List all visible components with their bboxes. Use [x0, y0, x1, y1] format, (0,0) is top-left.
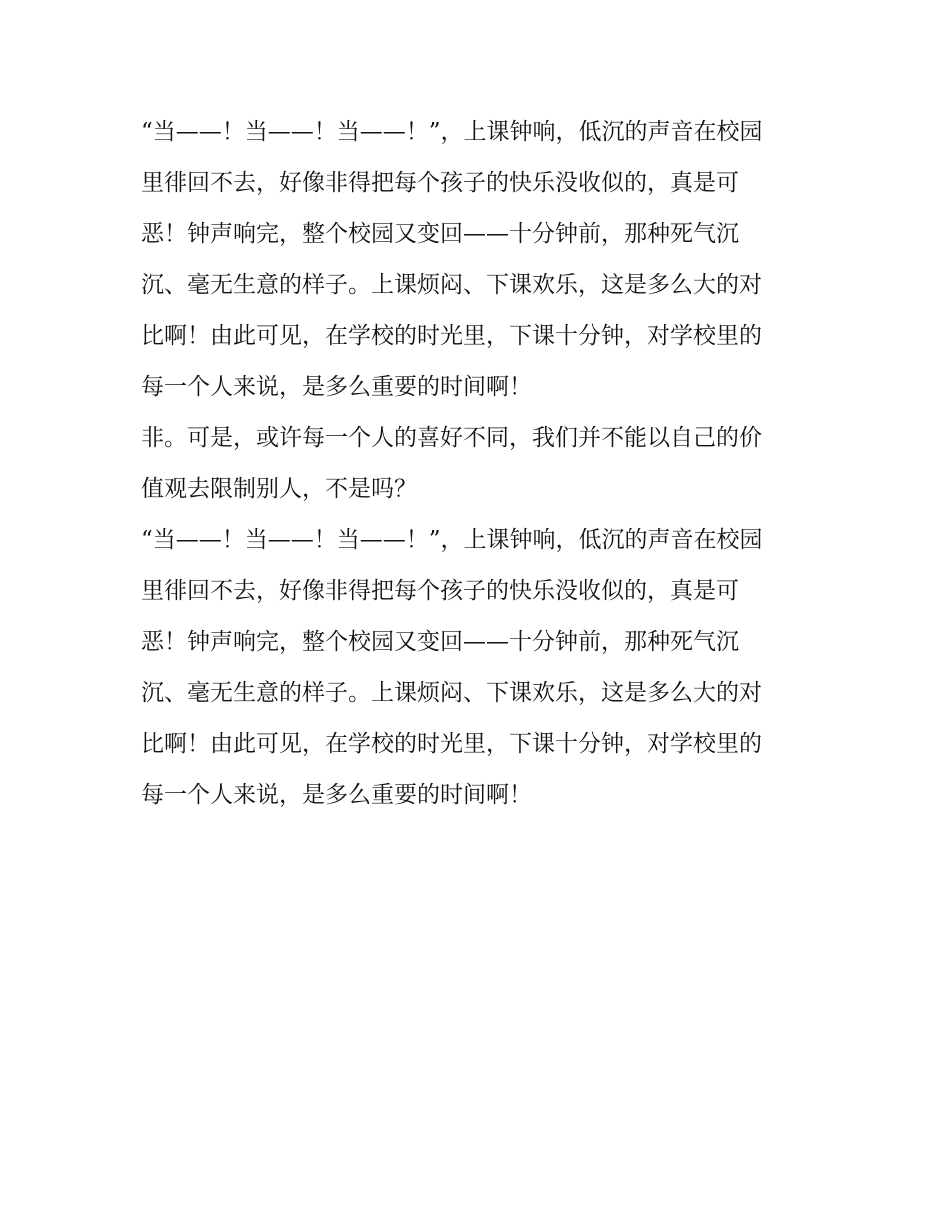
- text-line: 恶！钟声响完，整个校园又变回——十分钟前，那种死气沉: [141, 221, 739, 247]
- text-line: 非。可是，或许每一个人的喜好不同，我们并不能以自己的价: [141, 425, 762, 451]
- text-line: 每一个人来说，是多么重要的时间啊！: [141, 374, 532, 400]
- text-line: 比啊！由此可见，在学校的时光里，下课十分钟，对学校里的: [141, 731, 762, 757]
- text-line: 里徘回不去，好像非得把每个孩子的快乐没收似的，真是可: [141, 578, 739, 604]
- text-line: “当——！当——！当——！”，上课钟响，低沉的声音在校园: [141, 119, 763, 145]
- text-line: 每一个人来说，是多么重要的时间啊！: [141, 782, 532, 808]
- text-line: 值观去限制别人，不是吗？: [141, 476, 417, 502]
- text-line: 里徘回不去，好像非得把每个孩子的快乐没收似的，真是可: [141, 170, 739, 196]
- document-body: [141, 107, 821, 821]
- text-line: 恶！钟声响完，整个校园又变回——十分钟前，那种死气沉: [141, 629, 739, 655]
- text-line: 比啊！由此可见，在学校的时光里，下课十分钟，对学校里的: [141, 323, 762, 349]
- text-line: “当——！当——！当——！”，上课钟响，低沉的声音在校园: [141, 527, 763, 553]
- text-line: 沉、毫无生意的样子。上课烦闷、下课欢乐，这是多么大的对: [141, 680, 762, 706]
- text-line: 沉、毫无生意的样子。上课烦闷、下课欢乐，这是多么大的对: [141, 272, 762, 298]
